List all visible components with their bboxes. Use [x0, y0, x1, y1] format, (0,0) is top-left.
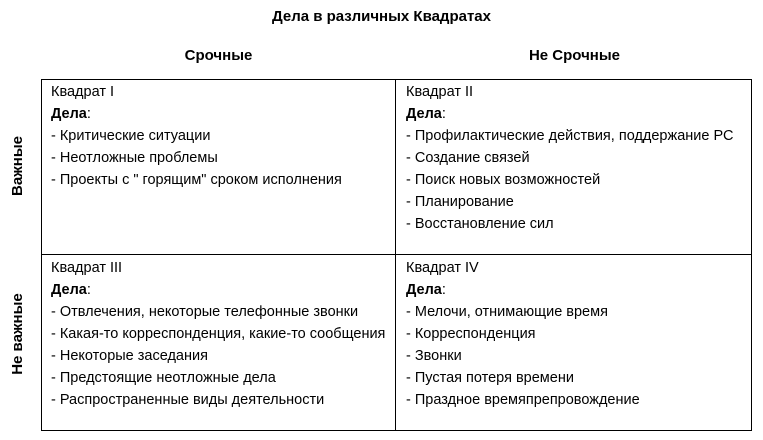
quadrant-2 [406, 81, 750, 235]
quadrant-1-items [51, 125, 396, 191]
list-item: - Проекты с " горящим" сроком исполнения [51, 172, 342, 188]
quadrant-1 [51, 81, 396, 191]
list-item: - Некоторые заседания [51, 348, 208, 364]
list-item: - Распространенные виды деятельности [51, 392, 325, 408]
list-item: - Поиск новых возможностей [406, 172, 601, 188]
list-item: - Неотложные проблемы [51, 150, 218, 166]
quadrant-3-items [51, 301, 396, 411]
quadrant-1-label-colon: : [86, 106, 91, 122]
list-item: - Критические ситуации [51, 128, 211, 144]
quadrant-2-label-bold: Дела [406, 106, 442, 122]
quadrant-3-name: Квадрат III [51, 260, 123, 276]
quadrant-4-label-colon: : [441, 282, 446, 298]
column-header-urgent: Срочные [184, 47, 253, 64]
grid-horizontal-divider [41, 254, 752, 255]
list-item: - Профилактические действия, поддержание РС [406, 128, 734, 144]
list-item: - Отвлечения, некоторые телефонные звонки [51, 304, 359, 320]
list-item: - Какая-то корреспонденция, какие-то сообщения [51, 326, 386, 342]
quadrant-2-label-colon: : [441, 106, 446, 122]
quadrant-4 [406, 257, 750, 411]
quadrant-2-name: Квадрат II [406, 84, 474, 100]
list-item: - Предстоящие неотложные дела [51, 370, 276, 386]
quadrant-3-label [51, 279, 396, 301]
row-header-not-important: Не важные [9, 293, 26, 375]
quadrant-1-label [51, 103, 396, 125]
list-item: - Звонки [406, 348, 462, 364]
column-header-not-urgent: Не Срочные [528, 47, 621, 64]
diagram-title: Дела в различных Квадратах [271, 8, 491, 25]
list-item: - Пустая потеря времени [406, 370, 574, 386]
quadrant-3-label-colon: : [86, 282, 91, 298]
quadrant-1-name: Квадрат I [51, 84, 115, 100]
list-item: - Мелочи, отнимающие время [406, 304, 608, 320]
quadrant-2-label [406, 103, 750, 125]
list-item: - Восстановление сил [406, 216, 554, 232]
quadrant-4-label-bold: Дела [406, 282, 442, 298]
quadrant-1-label-bold: Дела [51, 106, 87, 122]
list-item: - Создание связей [406, 150, 530, 166]
quadrant-3-label-bold: Дела [51, 282, 87, 298]
quadrant-4-name: Квадрат IV [406, 260, 479, 276]
list-item: - Планирование [406, 194, 514, 210]
quadrant-3 [51, 257, 396, 411]
quadrant-4-items [406, 301, 750, 411]
quadrant-2-items [406, 125, 750, 235]
list-item: - Корреспонденция [406, 326, 536, 342]
list-item: - Праздное времяпрепровождение [406, 392, 640, 408]
quadrant-4-label [406, 279, 750, 301]
row-header-important: Важные [9, 135, 26, 197]
